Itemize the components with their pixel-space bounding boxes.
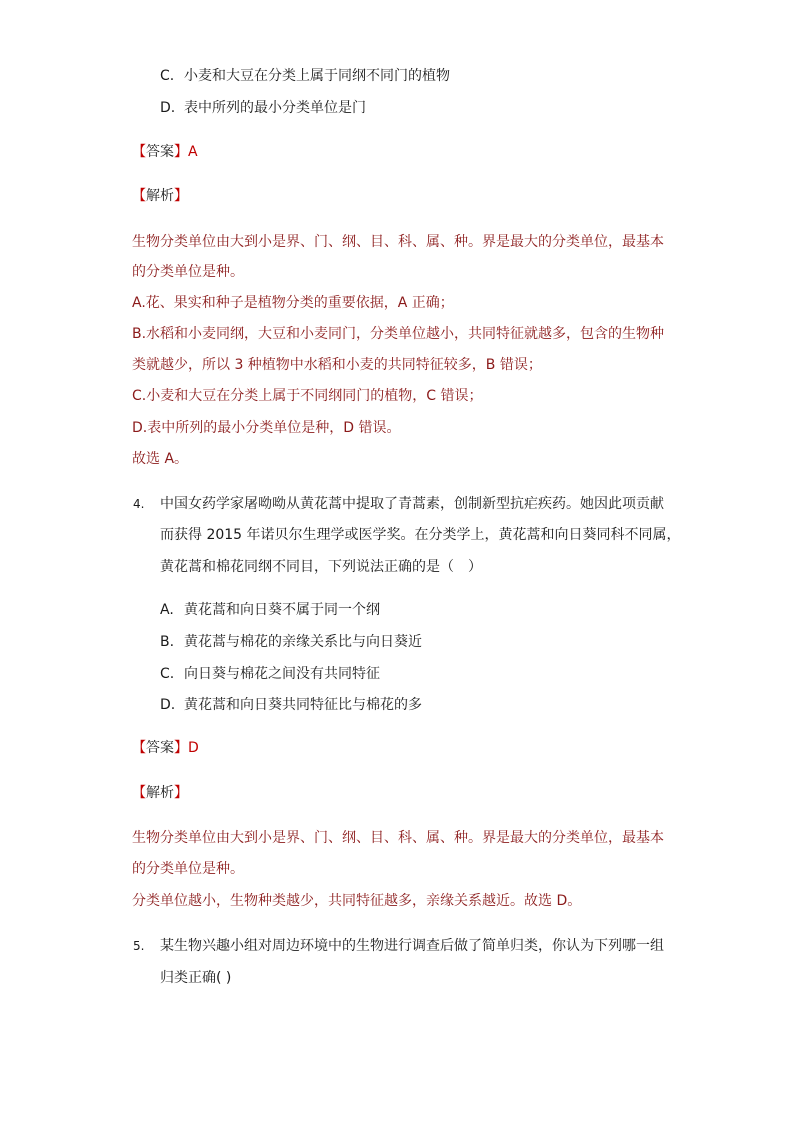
q5-stem-line: 某生物兴趣小组对周边环境中的生物进行调查后做了简单归类，你认为下列哪一组: [160, 938, 664, 954]
q3-explanation-line: 生物分类单位由大到小是界、门、纲、目、科、属、种。界是最大的分类单位，最基本: [132, 234, 664, 250]
option-letter: B.: [160, 634, 175, 650]
option-letter: C.: [160, 68, 175, 84]
q3-option-c: [160, 66, 450, 86]
q4-option-c: [160, 664, 380, 684]
q3-analysis-label: [132, 186, 188, 206]
q4-option-d: [160, 695, 422, 715]
bracket-open: 【: [132, 188, 146, 204]
q5-stem-line: 归类正确( ): [160, 970, 232, 986]
answer-label: 答案: [146, 740, 174, 756]
bracket-open: 【: [132, 740, 146, 756]
option-text: 向日葵与棉花之间没有共同特征: [184, 666, 380, 682]
q4-answer: [132, 738, 199, 758]
q3-explanation-line: 的分类单位是种。: [132, 264, 244, 280]
q4-analysis-label: [132, 783, 188, 803]
bracket-close: 】: [174, 740, 188, 756]
q3-explanation-line: D.表中所列的最小分类单位是种，D 错误。: [132, 420, 401, 436]
option-text: 黄花蒿和向日葵共同特征比与棉花的多: [184, 697, 422, 713]
bracket-close: 】: [174, 188, 188, 204]
option-text: 小麦和大豆在分类上属于同纲不同门的植物: [184, 68, 450, 84]
option-text: 黄花蒿和向日葵不属于同一个纲: [184, 602, 380, 618]
answer-value: A: [188, 144, 198, 160]
analysis-label: 解析: [146, 785, 174, 801]
q4-number: 4.: [133, 497, 145, 511]
q4-explanation-line: 的分类单位是种。: [132, 861, 244, 877]
bracket-close: 】: [174, 785, 188, 801]
option-text: 表中所列的最小分类单位是门: [184, 100, 366, 116]
option-letter: C.: [160, 666, 175, 682]
bracket-open: 【: [132, 144, 146, 160]
q4-stem-line: 而获得 2015 年诺贝尔生理学或医学奖。在分类学上，黄花蒿和向日葵同科不同属，: [160, 527, 681, 543]
q3-explanation-line: 故选 A。: [132, 451, 189, 467]
analysis-label: 解析: [146, 188, 174, 204]
q3-answer: [132, 142, 198, 162]
option-text: 黄花蒿与棉花的亲缘关系比与向日葵近: [184, 634, 422, 650]
q4-option-a: [160, 600, 380, 620]
bracket-open: 【: [132, 785, 146, 801]
q3-option-d: [160, 98, 366, 118]
bracket-close: 】: [174, 144, 188, 160]
q4-explanation-line: 生物分类单位由大到小是界、门、纲、目、科、属、种。界是最大的分类单位，最基本: [132, 830, 664, 846]
q4-stem-line: 中国女药学家屠呦呦从黄花蒿中提取了青蒿素，创制新型抗疟疾药。她因此项贡献: [160, 496, 664, 512]
q4-explanation-line: 分类单位越小，生物种类越少，共同特征越多，亲缘关系越近。故选 D。: [132, 893, 582, 909]
q5-number: 5.: [133, 939, 145, 953]
q4-option-b: [160, 632, 422, 652]
option-letter: A.: [160, 602, 174, 618]
answer-label: 答案: [146, 144, 174, 160]
option-letter: D.: [160, 697, 176, 713]
q3-explanation-line: A.花、果实和种子是植物分类的重要依据，A 正确；: [132, 295, 454, 311]
q3-explanation-line: B.水稻和小麦同纲，大豆和小麦同门，分类单位越小，共同特征就越多，包含的生物种: [132, 326, 665, 342]
q3-explanation-line: C.小麦和大豆在分类上属于不同纲同门的植物，C 错误；: [132, 388, 483, 404]
q3-explanation-line: 类就越少，所以 3 种植物中水稻和小麦的共同特征较多，B 错误；: [132, 357, 542, 373]
answer-value: D: [188, 740, 199, 756]
option-letter: D.: [160, 100, 176, 116]
q4-stem-line: 黄花蒿和棉花同纲不同目，下列说法正确的是（ ）: [160, 559, 482, 575]
